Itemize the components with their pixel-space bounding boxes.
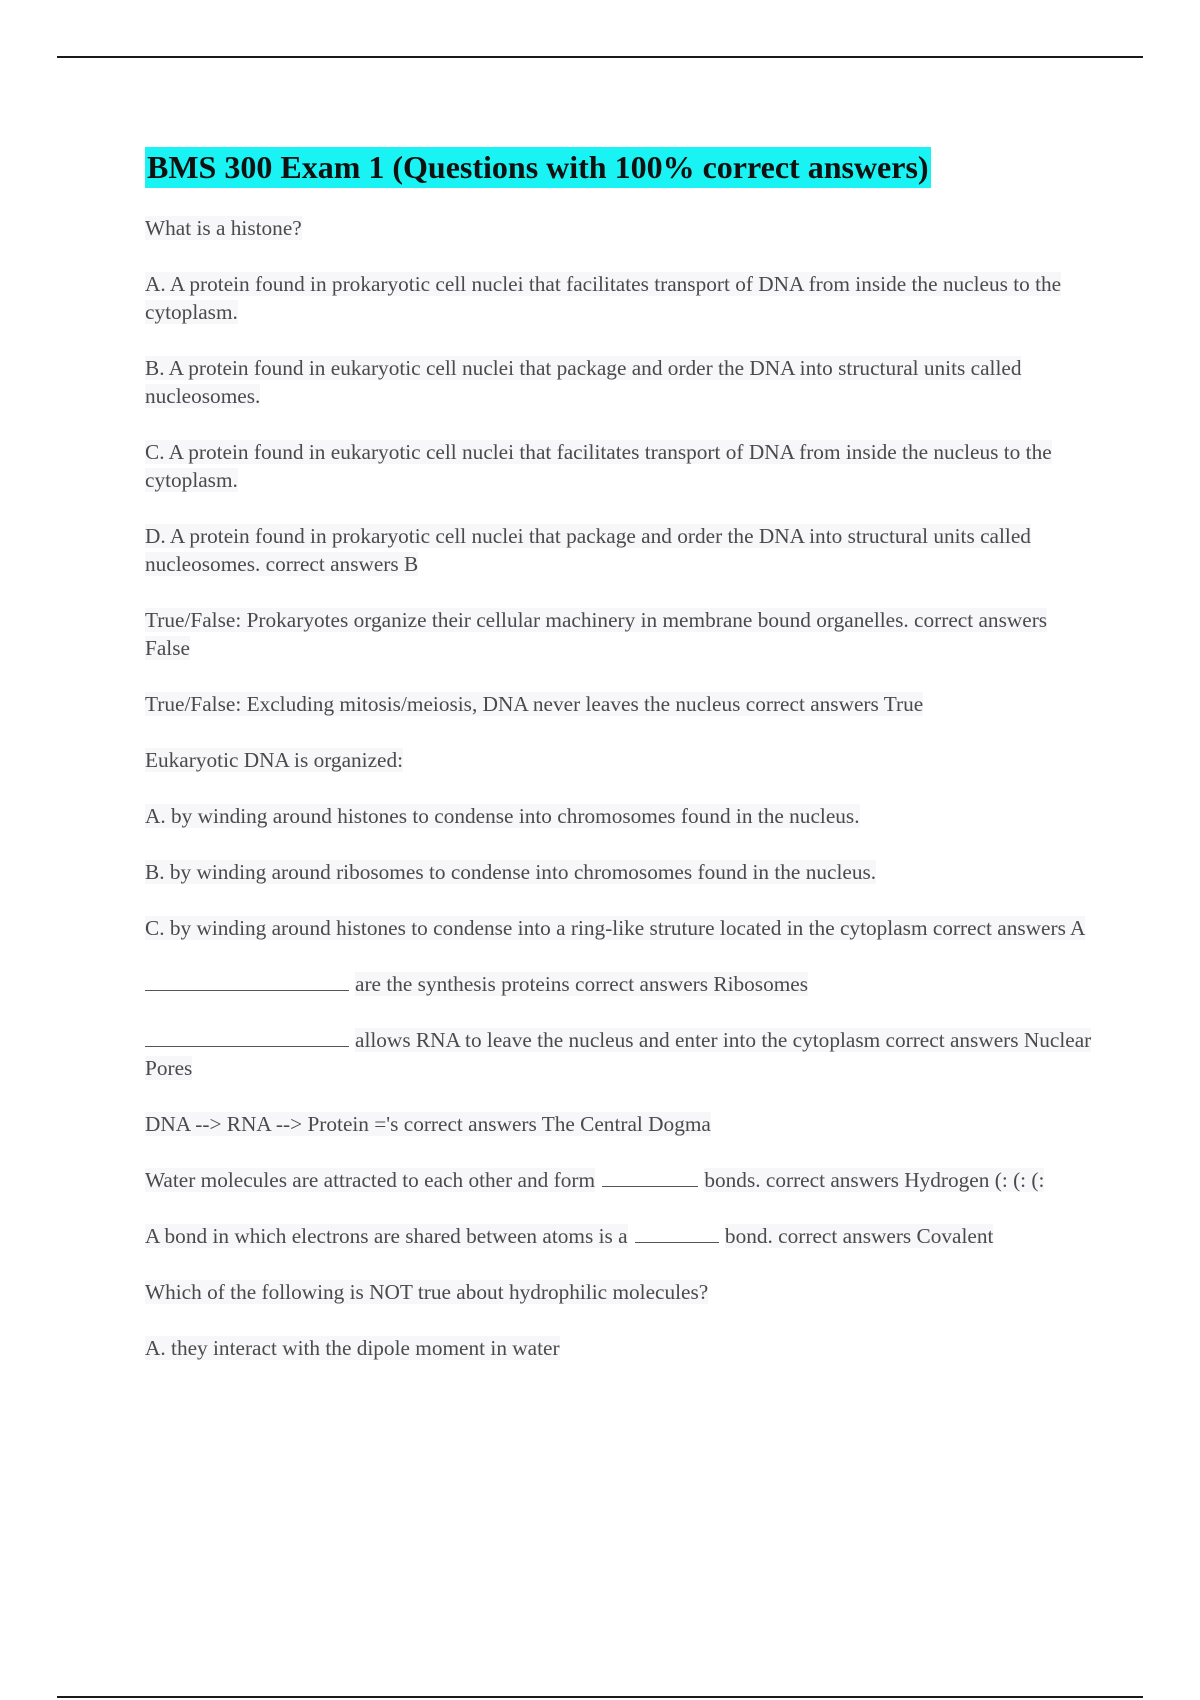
option-1b <box>145 354 1095 410</box>
option-text: B. by winding around ribosomes to condense into chromosomes found in the nucleus. <box>145 860 877 884</box>
document-body <box>145 146 1095 1390</box>
title-block <box>145 146 1095 188</box>
question-4 <box>145 746 1095 774</box>
option-1a <box>145 270 1095 326</box>
question-text: What is a histone? <box>145 216 302 240</box>
question-text: are the synthesis proteins correct answers Ribosomes <box>355 972 809 996</box>
option-4a <box>145 802 1095 830</box>
fill-in-blank <box>635 1222 719 1243</box>
option-text: A. they interact with the dipole moment in water <box>145 1336 560 1360</box>
question-text-after: bond. correct answers Covalent <box>724 1224 994 1248</box>
question-2 <box>145 606 1095 662</box>
option-text: C. A protein found in eukaryotic cell nuclei that facilitates transport of DNA from inside the nucleus to the cytoplasm. <box>145 440 1052 492</box>
option-4c <box>145 914 1095 942</box>
question-text-before: A bond in which electrons are shared between atoms is a <box>145 1224 628 1248</box>
question-10 <box>145 1278 1095 1306</box>
question-text: True/False: Excluding mitosis/meiosis, DNA never leaves the nucleus correct answers True <box>145 692 924 716</box>
question-5 <box>145 970 1095 998</box>
option-1c <box>145 438 1095 494</box>
question-text: Eukaryotic DNA is organized: <box>145 748 404 772</box>
question-text: True/False: Prokaryotes organize their cellular machinery in membrane bound organelles. correct answers False <box>145 608 1048 660</box>
option-text: D. A protein found in prokaryotic cell nuclei that package and order the DNA into structural units called nucleosomes. correct answers B <box>145 524 1031 576</box>
question-8 <box>145 1166 1095 1194</box>
option-text: A. by winding around histones to condense into chromosomes found in the nucleus. <box>145 804 860 828</box>
question-text: allows RNA to leave the nucleus and enter into the cytoplasm correct answers Nuclear Pores <box>145 1028 1092 1080</box>
question-text-after: bonds. correct answers Hydrogen (: (: (: <box>704 1168 1045 1192</box>
option-1d <box>145 522 1095 578</box>
question-text-before: Water molecules are attracted to each other and form <box>145 1168 596 1192</box>
option-text: C. by winding around histones to condense into a ring-like struture located in the cytoplasm correct answers A <box>145 916 1086 940</box>
document-title: BMS 300 Exam 1 (Questions with 100% correct answers) <box>145 147 931 188</box>
fill-in-blank <box>602 1166 698 1187</box>
bottom-rule <box>57 1696 1143 1698</box>
option-text: B. A protein found in eukaryotic cell nuclei that package and order the DNA into structural units called nucleosomes. <box>145 356 1022 408</box>
top-rule <box>57 56 1143 58</box>
option-10a <box>145 1334 1095 1362</box>
question-9 <box>145 1222 1095 1250</box>
fill-in-blank <box>145 970 349 991</box>
option-4b <box>145 858 1095 886</box>
question-text: DNA --> RNA --> Protein ='s correct answers The Central Dogma <box>145 1112 711 1136</box>
fill-in-blank <box>145 1026 349 1047</box>
option-text: A. A protein found in prokaryotic cell nuclei that facilitates transport of DNA from inside the nucleus to the cytoplasm. <box>145 272 1062 324</box>
question-text: Which of the following is NOT true about hydrophilic molecules? <box>145 1280 709 1304</box>
question-3 <box>145 690 1095 718</box>
question-1 <box>145 214 1095 242</box>
question-6 <box>145 1026 1095 1082</box>
question-7 <box>145 1110 1095 1138</box>
